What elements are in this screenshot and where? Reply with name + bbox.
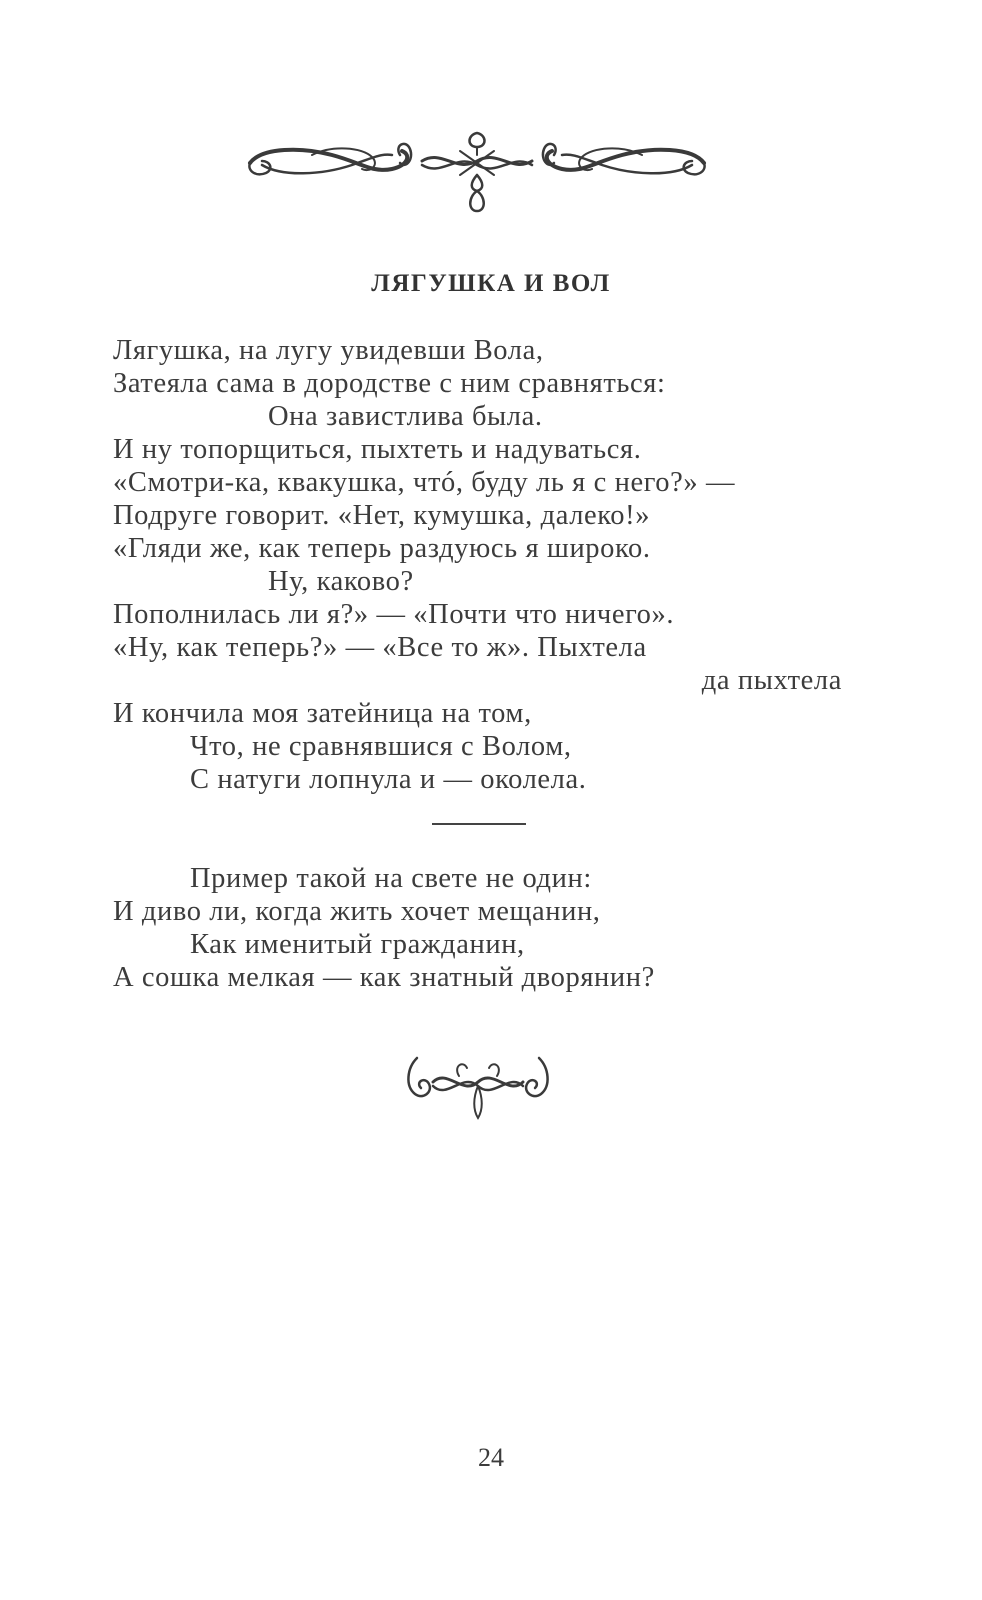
fable-line: «Смотри-ка, квакушка, чтó, буду ль я с него?» — (113, 467, 736, 498)
section-divider (432, 823, 526, 825)
fable-line: Пополнилась ли я?» — «Почти что ничего». (113, 599, 675, 630)
fable-line: И ну топорщиться, пыхтеть и надуваться. (113, 434, 642, 465)
fable-line: «Гляди же, как теперь раздуюсь я широко. (113, 533, 651, 564)
fable-line-continuation: да пыхтела (701, 665, 842, 696)
bottom-ornament-flourish (403, 1052, 553, 1124)
fable-line: Затеяла сама в дородстве с ним сравняться: (113, 368, 666, 399)
fable-line: Подруге говорит. «Нет, кумушка, далеко!» (113, 500, 651, 531)
fable-line: С натуги лопнула и — околела. (190, 764, 587, 795)
moral-line: А сошка мелкая — как знатный дворянин? (113, 962, 655, 993)
fable-line: «Ну, как теперь?» — «Все то ж». Пыхтела (113, 632, 647, 663)
fable-line: Что, не сравнявшися с Волом, (190, 731, 572, 762)
page-number: 24 (478, 1443, 504, 1472)
fable-title: ЛЯГУШКА И ВОЛ (371, 270, 611, 297)
moral-line: Пример такой на свете не один: (190, 863, 592, 894)
fable-line: Ну, каково? (268, 566, 414, 597)
moral-line: Как именитый гражданин, (190, 929, 525, 960)
fable-line: И кончила моя затейница на том, (113, 698, 532, 729)
moral-line: И диво ли, когда жить хочет мещанин, (113, 896, 601, 927)
fable-line: Лягушка, на лугу увидевши Вола, (113, 335, 544, 366)
fable-line: Она завистлива была. (268, 401, 543, 432)
top-ornament-flourish (242, 125, 712, 217)
